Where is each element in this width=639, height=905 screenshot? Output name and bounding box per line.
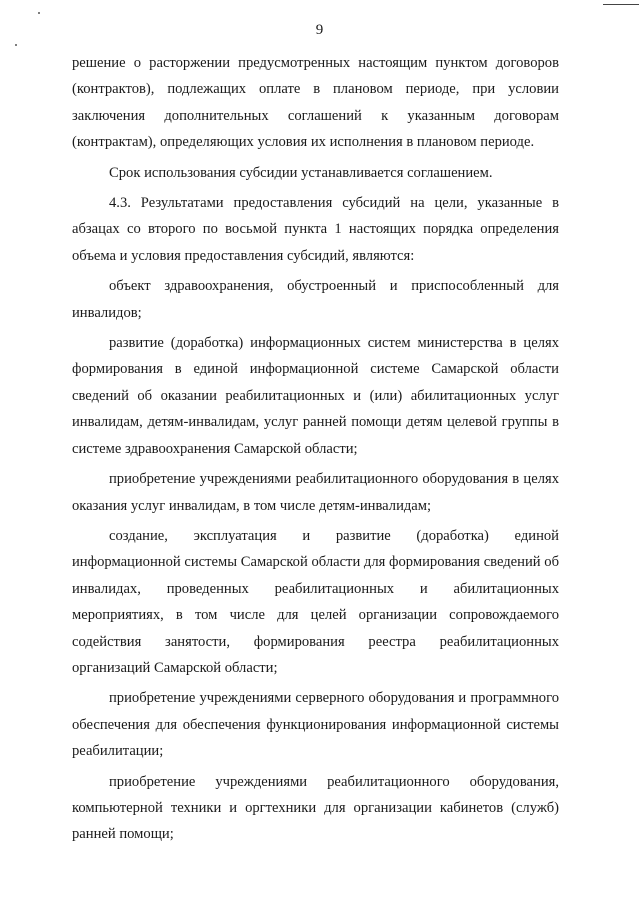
scan-artifact-dot [15, 44, 17, 46]
paragraph: решение о расторжении предусмотренных настоящим пунктом договоров (контрактов), подлежащих оплате в плановом периоде, при условии заключения дополнительных соглашений к указанным договорам (контрактам), определяющих условия их исполнения в плановом периоде. [72, 55, 559, 151]
document-body [72, 50, 559, 848]
paragraph: объект здравоохранения, обустроенный и приспособленный для инвалидов; [72, 278, 559, 321]
paragraph: 4.3. Результатами предоставления субсидий на цели, указанные в абзацах со второго по восьмой пункта 1 настоящих порядка определения объема и условия предоставления субсидий, являются: [72, 195, 559, 264]
paragraph: приобретение учреждениями реабилитационного оборудования, компьютерной техники и оргтехники для организации кабинетов (служб) ранней помощи; [72, 773, 559, 843]
paragraph: создание, эксплуатация и развитие (доработка) единой информационной системы Самарской области для формирования сведений об инвалидах, проведенных реабилитационных и абилитационных мероприятиях, в том числе для целей организации сопровождаемого содействия занятости, формирования реестра реабилитационных организаций Самарской области; [72, 527, 559, 676]
paragraph: Срок использования субсидии устанавливается соглашением. [109, 164, 493, 181]
paragraph: приобретение учреждениями серверного оборудования и программного обеспечения для обеспечения функционирования информационной системы реабилитации; [72, 690, 559, 760]
scan-artifact-dot [38, 12, 40, 14]
paragraph: приобретение учреждениями реабилитационного оборудования в целях оказания услуг инвалидам, в том числе детям-инвалидам; [72, 471, 559, 514]
page-number: 9 [315, 22, 324, 38]
paragraph: развитие (доработка) информационных систем министерства в целях формирования в единой информационной системе Самарской области сведений об оказании реабилитационных и (или) абилитационных услуг инвалидам, детям-инвалидам, услуг ранней помощи детям целевой группы в системе здравоохранения Самарской области; [72, 335, 559, 457]
scan-artifact-line [603, 4, 639, 5]
